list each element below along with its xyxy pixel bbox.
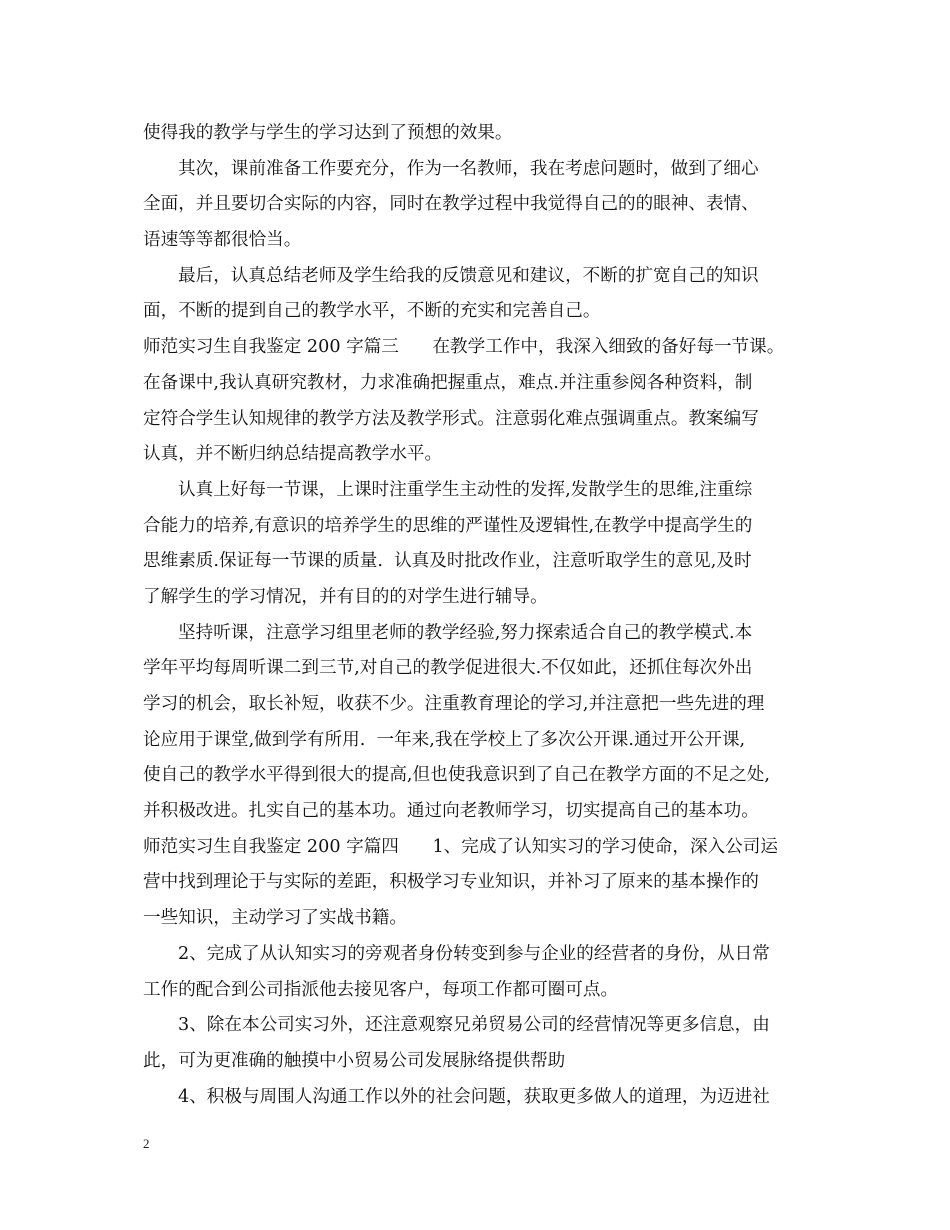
text-line: 全面，并且要切合实际的内容，同时在教学过程中我觉得自己的的眼神、表情、 [143,194,759,215]
page-number: 2 [143,1136,150,1151]
text-line: 了解学生的学习情况，并有目的的对学生进行辅导。 [143,586,548,607]
text-line: 思维素质.保证每一节课的质量. 认真及时批改作业，注意听取学生的意见,及时 [143,551,752,572]
text-line: 使自己的教学水平得到很大的提高,但也使我意识到了自己在教学方面的不足之处, [143,765,770,786]
text-line: 定符合学生认知规律的教学方法及教学形式。注意弱化难点强调重点。教案编写 [143,408,759,429]
text-line: 认真，并不断归纳总结提高教学水平。 [143,444,443,465]
text-line: 面，不断的提到自己的教学水平，不断的充实和完善自己。 [143,301,601,322]
text-line: 在备课中,我认真研究教材，力求准确把握重点，难点.并注重参阅各种资料，制 [143,372,753,393]
section-heading-line: 师范实习生自我鉴定 200 字篇三 在教学工作中，我深入细致的备好每一节课。 [143,337,785,358]
text-line: 合能力的培养,有意识的培养学生的思维的严谨性及逻辑性,在教学中提高学生的 [143,515,753,536]
text-line: 学习的机会，取长补短，收获不少。注重教育理论的学习,并注意把一些先进的理 [143,694,765,714]
text-line: 坚持听课，注意学习组里老师的教学经验,努力探索适合自己的教学模式.本 [178,622,753,643]
text-line: 3、除在本公司实习外，还注意观察兄弟贸易公司的经营情况等更多信息，由 [178,1015,770,1036]
text-line: 4、积极与周围人沟通工作以外的社会问题，获取更多做人的道理，为迈进社 [178,1086,770,1107]
text-line: 学年平均每周听课二到三节,对自己的教学促进很大.不仅如此，还抓住每次外出 [143,658,753,679]
text-line: 认真上好每一节课，上课时注重学生主动性的发挥,发散学生的思维,注重综 [178,479,753,500]
text-line: 一些知识，主动学习了实战书籍。 [143,908,407,929]
text-line: 此，可为更准确的触摸中小贸易公司发展脉络提供帮助 [143,1050,566,1071]
text-line: 营中找到理论于与实际的差距，积极学习专业知识，并补习了原来的基本操作的 [143,872,759,893]
text-line: 最后，认真总结老师及学生给我的反馈意见和建议，不断的扩宽自己的知识 [178,265,759,286]
document-body [143,116,823,1115]
section-heading-line: 师范实习生自我鉴定 200 字篇四 1、完成了认知实习的学习使命，深入公司运 [143,836,778,857]
text-line: 工作的配合到公司指派他去接见客户，每项工作都可圈可点。 [143,979,619,1000]
text-line: 2、完成了从认知实习的旁观者身份转变到参与企业的经营者的身份，从日常 [178,943,770,964]
text-line: 语速等等都很恰当。 [143,230,302,251]
text-line: 使得我的教学与学生的学习达到了预想的效果。 [143,123,513,143]
text-line: 并积极改进。扎实自己的基本功。通过向老教师学习，切实提高自己的基本功。 [143,801,759,822]
text-line: 其次，课前准备工作要充分，作为一名教师，我在考虑问题时，做到了细心 [178,158,759,179]
text-line: 论应用于课堂,做到学有所用. 一年来,我在学校上了多次公开课.通过开公开课, [143,729,746,750]
